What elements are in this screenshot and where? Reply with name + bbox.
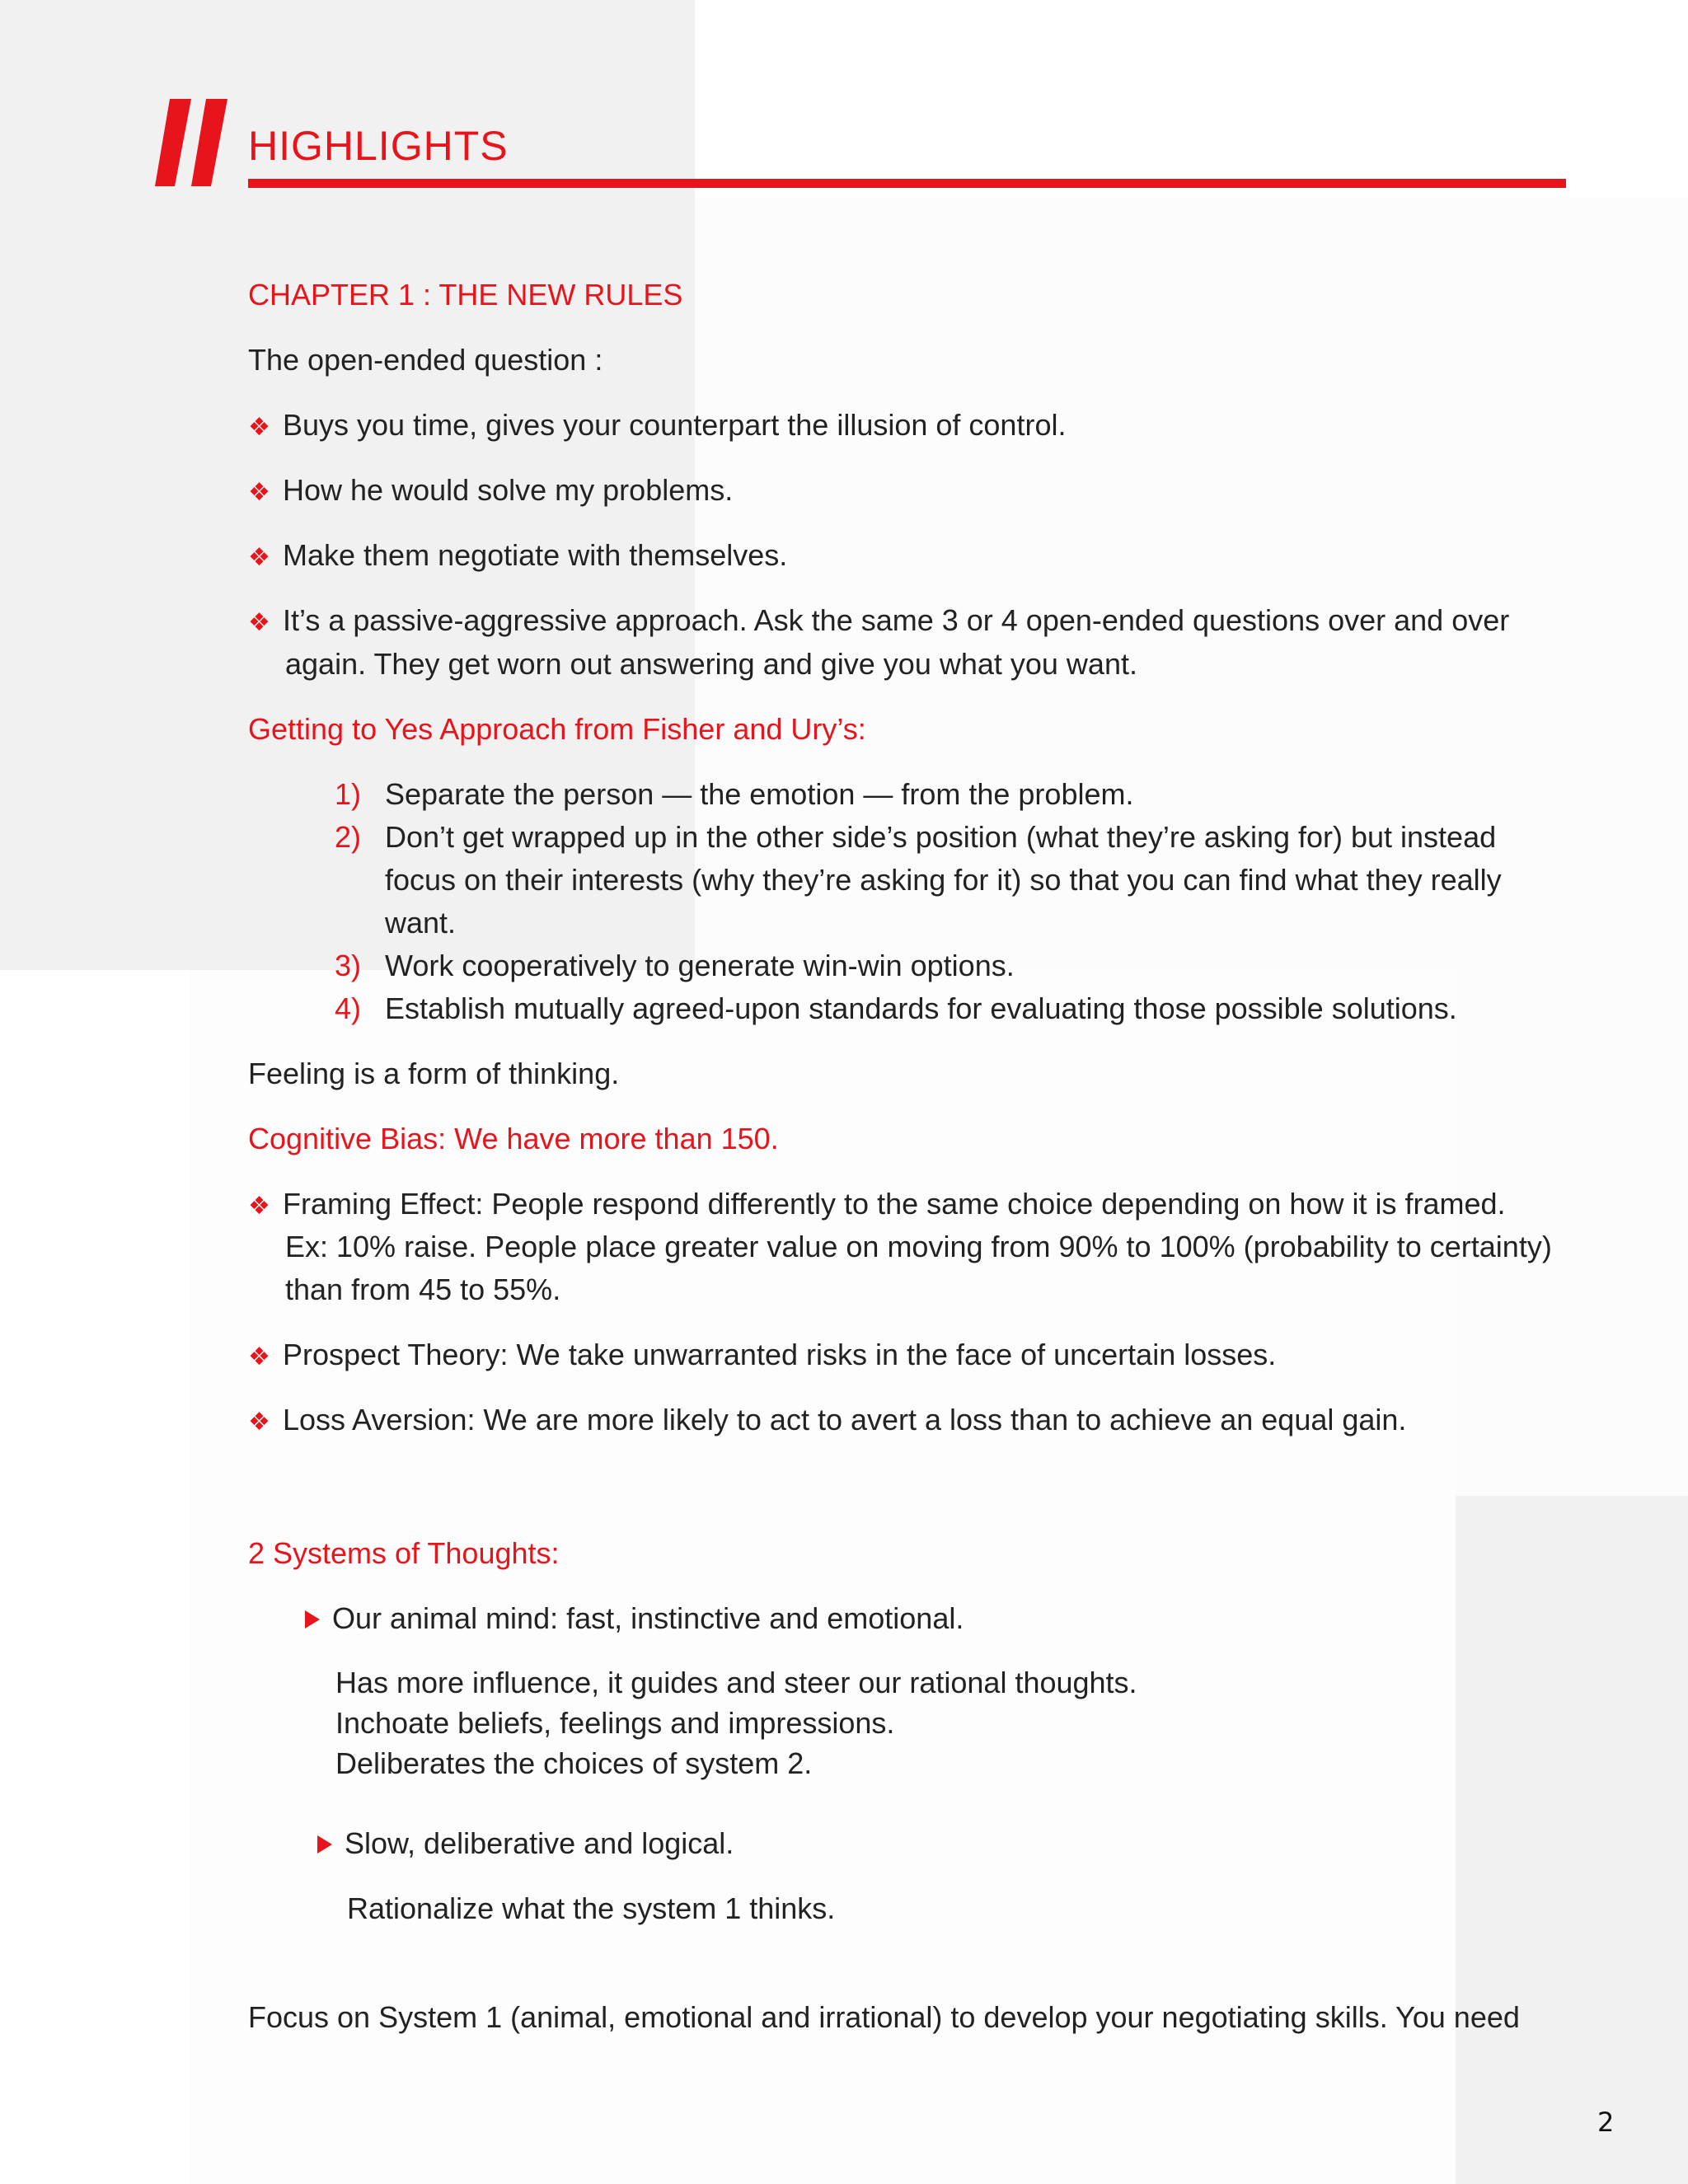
triangle-bullet-icon — [305, 1610, 320, 1629]
numbered-item-text: focus on their interests (why they’re asking for it) so that you can find what they really — [385, 863, 1502, 897]
list-item: ❖ Buys you time, gives your counterpart the illusion of control. — [248, 404, 1066, 449]
triangle-bullet-icon — [317, 1835, 332, 1854]
list-item: ❖ It’s a passive-aggressive approach. Ask the same 3 or 4 open-ended questions over and over — [248, 599, 1509, 644]
numbered-item-text: Establish mutually agreed-upon standards for evaluating those possible solutions. — [385, 991, 1457, 1025]
diamond-bullet-icon: ❖ — [248, 1408, 270, 1436]
page-number: 2 — [1597, 2107, 1615, 2138]
numbered-item-text: Separate the person — the emotion — from the problem. — [385, 777, 1134, 811]
section-title-getting-to-yes: Getting to Yes Approach from Fisher and Ury’s: — [248, 712, 866, 746]
quote-mark-icon — [152, 97, 234, 188]
system1-detail: Deliberates the choices of system 2. — [335, 1746, 813, 1780]
title-underline — [248, 179, 1566, 188]
intro-text: The open-ended question : — [248, 343, 603, 377]
list-number: 1) — [335, 777, 362, 811]
diamond-bullet-icon: ❖ — [248, 609, 270, 636]
section-title-systems: 2 Systems of Thoughts: — [248, 1536, 560, 1570]
statement-text: Feeling is a form of thinking. — [248, 1057, 620, 1090]
list-item: ❖ How he would solve my problems. — [248, 469, 733, 514]
list-item: ❖ Prospect Theory: We take unwarranted risks in the face of uncertain losses. — [248, 1333, 1276, 1379]
list-number: 4) — [335, 991, 362, 1025]
numbered-item-text: Work cooperatively to generate win-win options. — [385, 949, 1015, 982]
list-number: 2) — [335, 820, 362, 854]
page-title: HIGHLIGHTS — [248, 123, 509, 169]
numbered-item-text: want. — [385, 906, 457, 940]
diamond-bullet-icon: ❖ — [248, 1343, 270, 1371]
system2-heading: Slow, deliberative and logical. — [345, 1826, 734, 1860]
list-item-continuation: than from 45 to 55%. — [285, 1272, 561, 1306]
section-title-cognitive-bias: Cognitive Bias: We have more than 150. — [248, 1122, 779, 1155]
chapter-title: CHAPTER 1 : THE NEW RULES — [248, 278, 683, 312]
list-item: ❖ Framing Effect: People respond differently to the same choice depending on how it is framed. — [248, 1183, 1506, 1228]
system1-detail: Inchoate beliefs, feelings and impressions. — [335, 1706, 895, 1740]
list-number: 3) — [335, 949, 362, 982]
background-panel-bottom-right — [1456, 1496, 1688, 2184]
diamond-bullet-icon: ❖ — [248, 479, 270, 506]
closing-paragraph: Focus on System 1 (animal, emotional and irrational) to develop your negotiating skills. You need — [248, 2000, 1520, 2034]
list-item-continuation: Ex: 10% raise. People place greater value on moving from 90% to 100% (probability to certainty) — [285, 1230, 1552, 1263]
system1-heading: Our animal mind: fast, instinctive and emotional. — [332, 1601, 964, 1635]
list-item: ❖ Loss Aversion: We are more likely to act to avert a loss than to achieve an equal gain. — [248, 1399, 1406, 1444]
system2-detail: Rationalize what the system 1 thinks. — [347, 1891, 836, 1925]
numbered-item-text: Don’t get wrapped up in the other side’s position (what they’re asking for) but instead — [385, 820, 1497, 854]
system1-detail: Has more influence, it guides and steer our rational thoughts. — [335, 1666, 1137, 1699]
list-item: ❖ Make them negotiate with themselves. — [248, 534, 787, 579]
diamond-bullet-icon: ❖ — [248, 544, 270, 571]
diamond-bullet-icon: ❖ — [248, 414, 270, 441]
diamond-bullet-icon: ❖ — [248, 1193, 270, 1220]
list-item-continuation: again. They get worn out answering and give you what you want. — [285, 647, 1137, 681]
